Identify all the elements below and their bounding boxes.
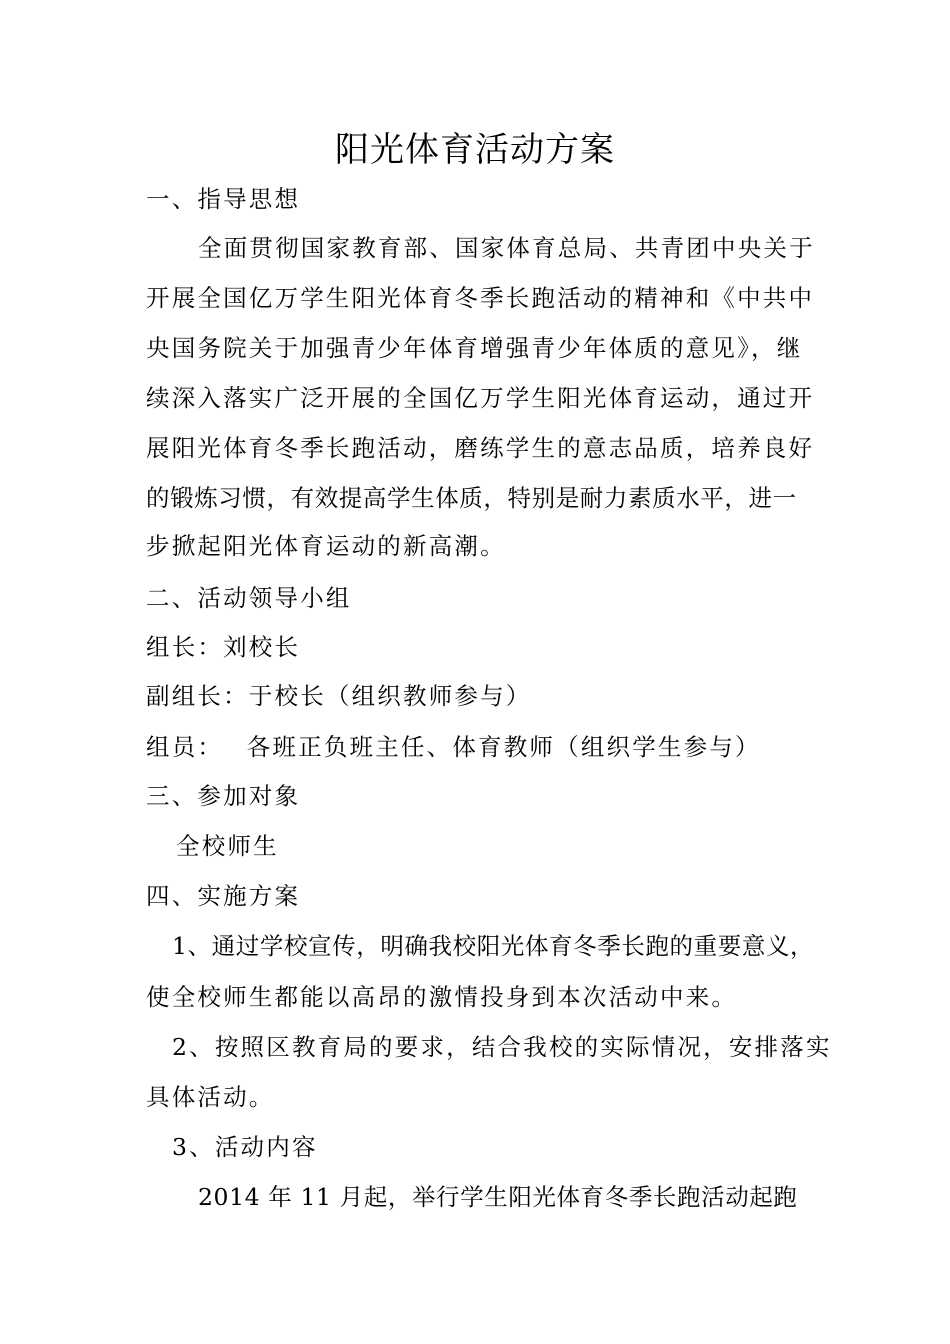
group-leader: 组长：刘校长: [146, 633, 301, 661]
paragraph-line: 续深入落实广泛开展的全国亿万学生阳光体育运动，通过开: [146, 384, 815, 412]
paragraph-line: 2014 年 11 月起，举行学生阳光体育冬季长跑活动起跑: [198, 1183, 798, 1211]
paragraph-line: 的锻炼习惯，有效提高学生体质，特别是耐力素质水平，进一: [146, 484, 797, 512]
document-title: 阳光体育活动方案: [335, 130, 615, 170]
implementation-item-2: 2、按照区教育局的要求，结合我校的实际情况，安排落实: [172, 1033, 832, 1061]
paragraph-line: 使全校师生都能以高昂的激情投身到本次活动中来。: [146, 983, 738, 1011]
implementation-item-3: 3、活动内容: [172, 1133, 318, 1161]
paragraph-line: 步掀起阳光体育运动的新高潮。: [146, 532, 506, 560]
section-heading-guiding-ideology: 一、指导思想: [146, 185, 301, 213]
paragraph-line: 央国务院关于加强青少年体育增强青少年体质的意见》，继: [146, 334, 803, 362]
section-heading-implementation: 四、实施方案: [146, 882, 301, 910]
paragraph-line: 全面贯彻国家教育部、国家体育总局、共青团中央关于: [198, 234, 815, 262]
participants-text: 全校师生: [176, 832, 279, 860]
group-members: 组员： 各班正负班主任、体育教师（组织学生参与）: [146, 733, 761, 761]
paragraph-line: 具体活动。: [146, 1083, 275, 1111]
section-heading-participants: 三、参加对象: [146, 782, 301, 810]
implementation-item-1: 1、通过学校宣传，明确我校阳光体育冬季长跑的重要意义，: [172, 932, 815, 960]
paragraph-line: 展阳光体育冬季长跑活动，磨练学生的意志品质，培养良好: [146, 434, 815, 462]
section-heading-leadership-group: 二、活动领导小组: [146, 584, 352, 612]
deputy-group-leader: 副组长：于校长（组织教师参与）: [146, 682, 532, 710]
paragraph-line: 开展全国亿万学生阳光体育冬季长跑活动的精神和《中共中: [146, 284, 815, 312]
